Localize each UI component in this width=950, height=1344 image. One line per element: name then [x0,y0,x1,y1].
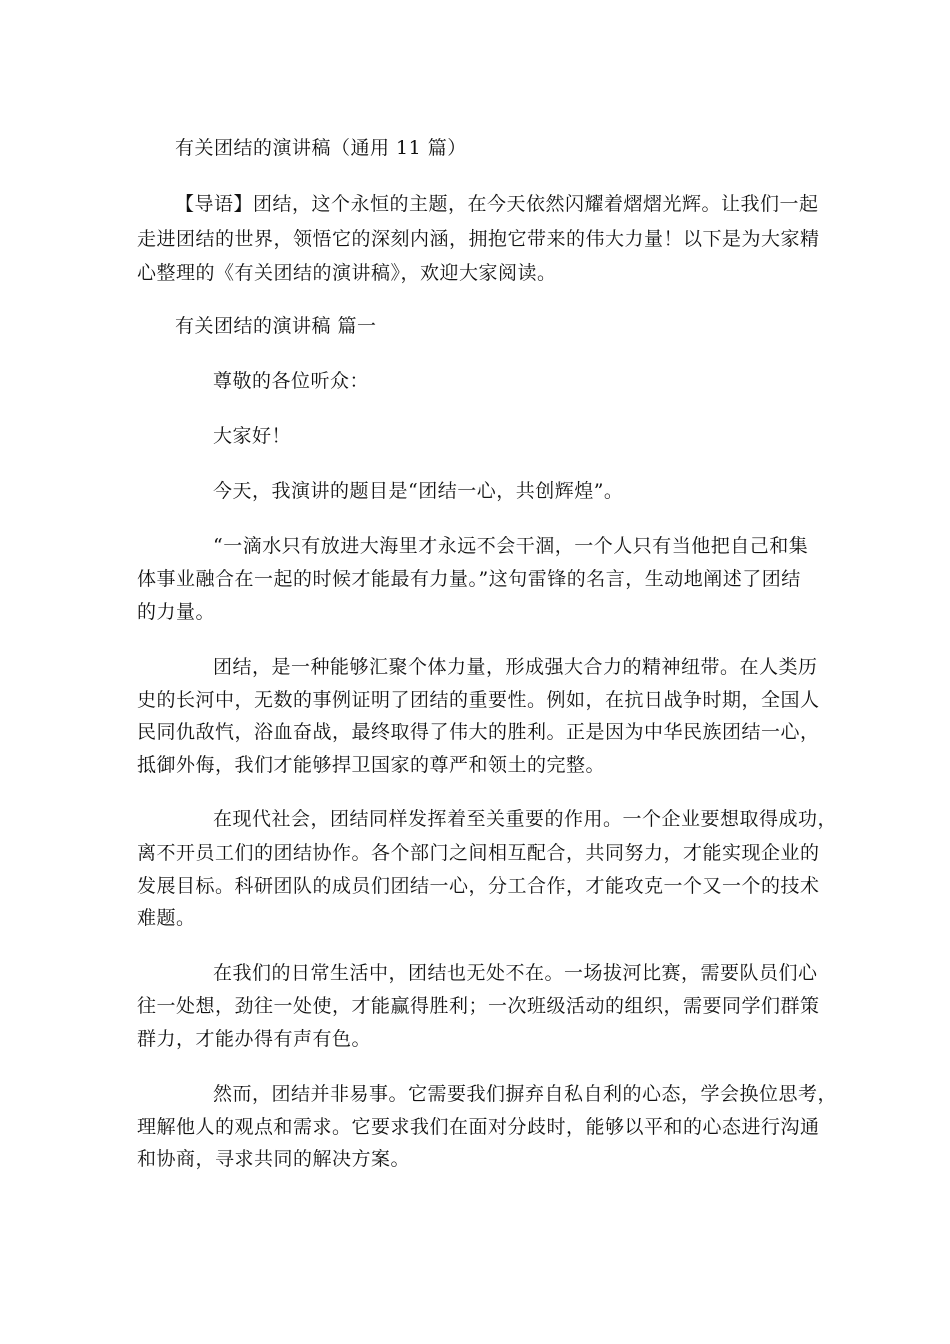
paragraph-line: 在我们的日常生活中，团结也无处不在。一场拔河比赛，需要队员们心 [213,962,818,984]
section-heading: 有关团结的演讲稿 篇一 [175,315,377,337]
paragraph-line: 和协商，寻求共同的解决方案。 [137,1148,411,1170]
paragraph-line: 体事业融合在一起的时候才能最有力量。”这句雷锋的名言，生动地阐述了团结 [137,568,801,590]
paragraph-line: 难题。 [137,907,196,929]
paragraph-line: 史的长河中，无数的事例证明了团结的重要性。例如，在抗日战争时期，全国人 [137,689,820,711]
paragraph-line: 然而，团结并非易事。它需要我们摒弃自私自利的心态，学会换位思考， [213,1083,838,1105]
intro-line: 【导语】团结，这个永恒的主题，在今天依然闪耀着熠熠光辉。让我们一起 [175,193,819,215]
paragraph-line: 离不开员工们的团结协作。各个部门之间相互配合，共同努力，才能实现企业的 [137,842,820,864]
paragraph-line: 在现代社会，团结同样发挥着至关重要的作用。一个企业要想取得成功， [213,808,838,830]
paragraph-line: 的力量。 [137,601,216,623]
salutation: 尊敬的各位听众： [213,370,370,392]
paragraph-line: 抵御外侮，我们才能够捍卫国家的尊严和领土的完整。 [137,754,606,776]
greeting: 大家好！ [213,425,292,447]
speech-topic: 今天，我演讲的题目是“团结一心，共创辉煌”。 [213,480,624,502]
intro-line: 心整理的《有关团结的演讲稿》，欢迎大家阅读。 [137,262,557,284]
paragraph-line: 民同仇敌忾，浴血奋战，最终取得了伟大的胜利。正是因为中华民族团结一心， [137,721,820,743]
paragraph-line: 理解他人的观点和需求。它要求我们在面对分歧时，能够以平和的心态进行沟通 [137,1116,820,1138]
document-title: 有关团结的演讲稿（通用 11 篇） [175,137,467,159]
paragraph-line: 群力，才能办得有声有色。 [137,1028,372,1050]
paragraph-line: 团结，是一种能够汇聚个体力量，形成强大合力的精神纽带。在人类历 [213,656,818,678]
paragraph-line: “一滴水只有放进大海里才永远不会干涸，一个人只有当他把自己和集 [213,535,809,557]
intro-line: 走进团结的世界，领悟它的深刻内涵，拥抱它带来的伟大力量！以下是为大家精 [137,228,820,250]
paragraph-line: 往一处想，劲往一处使，才能赢得胜利；一次班级活动的组织，需要同学们群策 [137,995,820,1017]
paragraph-line: 发展目标。科研团队的成员们团结一心，分工合作，才能攻克一个又一个的技术 [137,875,820,897]
